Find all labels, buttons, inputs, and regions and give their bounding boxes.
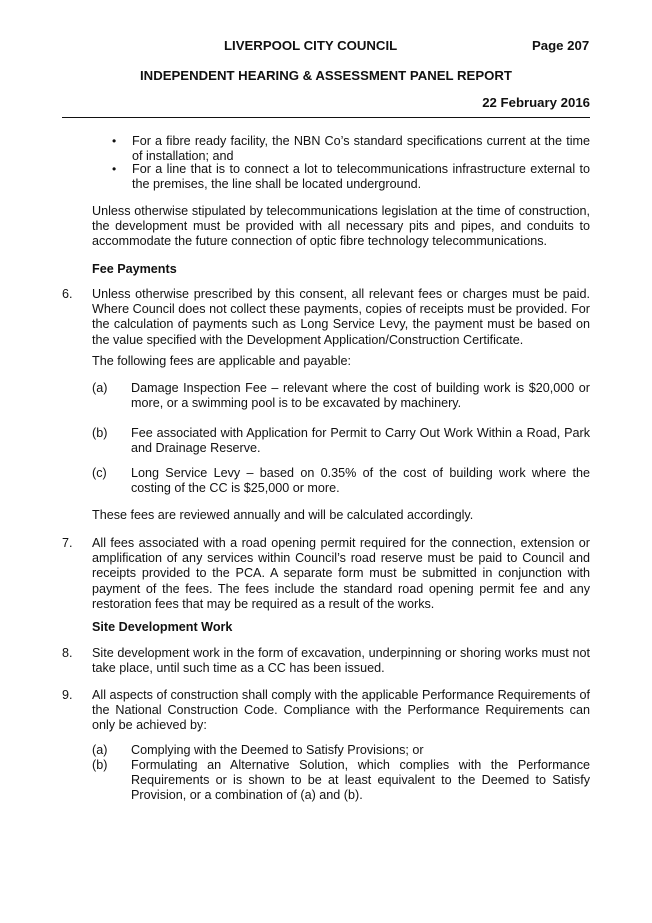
item-6-text: Unless otherwise prescribed by this consent, all relevant fees or charges must be paid. Where Council does not collect these payments, copies of receipts must be provided. For the calculation of payments such as Long Service Levy, the payment must be based on the value specified with the Development Application/Construction Certificate. [92,287,590,347]
fee-label: (a) [92,381,108,395]
item-number: 7. [62,536,73,550]
fee-payments-heading: Fee Payments [92,262,177,276]
item-9-text: All aspects of construction shall comply with the applicable Performance Requirements of the National Construction Code. Compliance with the Performance Requirements can only be achieved by: [92,688,590,733]
sub-item: Formulating an Alternative Solution, which complies with the Performance Requirements or is shown to be at least equivalent to the Deemed to Satisfy Provision, or a combination of (a) and (b). [131,758,590,803]
item-8-text: Site development work in the form of excavation, underpinning or shoring works must not take place, until such time as a CC has been issued. [92,646,590,676]
report-date: 22 February 2016 [482,95,590,110]
item-number: 8. [62,646,73,660]
item-number: 9. [62,688,73,702]
fee-item: Damage Inspection Fee – relevant where the cost of building work is $20,000 or more, or a swimming pool is to be excavated by machinery. [131,381,590,411]
council-name: LIVERPOOL CITY COUNCIL [224,38,398,53]
site-development-heading: Site Development Work [92,620,233,634]
fees-intro: The following fees are applicable and payable: [92,354,352,368]
bullet-item: For a line that is to connect a lot to telecommunications infrastructure external to the premises, the line shall be located underground. [132,162,590,192]
page-number: Page 207 [532,38,590,53]
fee-item: Fee associated with Application for Permit to Carry Out Work Within a Road, Park and Drainage Reserve. [131,426,590,456]
bullet-icon: • [112,134,117,148]
sub-item: Complying with the Deemed to Satisfy Provisions; or [131,743,424,757]
fee-label: (c) [92,466,107,480]
report-title: INDEPENDENT HEARING & ASSESSMENT PANEL REPORT [140,68,512,83]
bullet-item: For a fibre ready facility, the NBN Co’s standard specifications current at the time of installation; and [132,134,590,164]
fees-review: These fees are reviewed annually and will be calculated accordingly. [92,508,474,522]
fee-item: Long Service Levy – based on 0.35% of the cost of building work where the costing of the CC is $25,000 or more. [131,466,590,496]
telecom-paragraph: Unless otherwise stipulated by telecommunications legislation at the time of construction, the development must be provided with all necessary pits and pipes, and conduits to accommodate the future connection of optic fibre technology telecommunications. [92,204,590,249]
item-7-text: All fees associated with a road opening permit required for the connection, extension or amplification of any services within Council’s road reserve must be paid to Council and receipts provided to the PCA. A separate form must be submitted in conjunction with payment of the fees. The fees include the standard road opening permit fee and any restoration fees that may be required as a result of the works. [92,536,590,611]
bullet-icon: • [112,162,117,176]
fee-label: (b) [92,426,108,440]
sub-label: (b) [92,758,108,772]
header-rule [62,117,590,118]
sub-label: (a) [92,743,108,757]
item-number: 6. [62,287,73,301]
